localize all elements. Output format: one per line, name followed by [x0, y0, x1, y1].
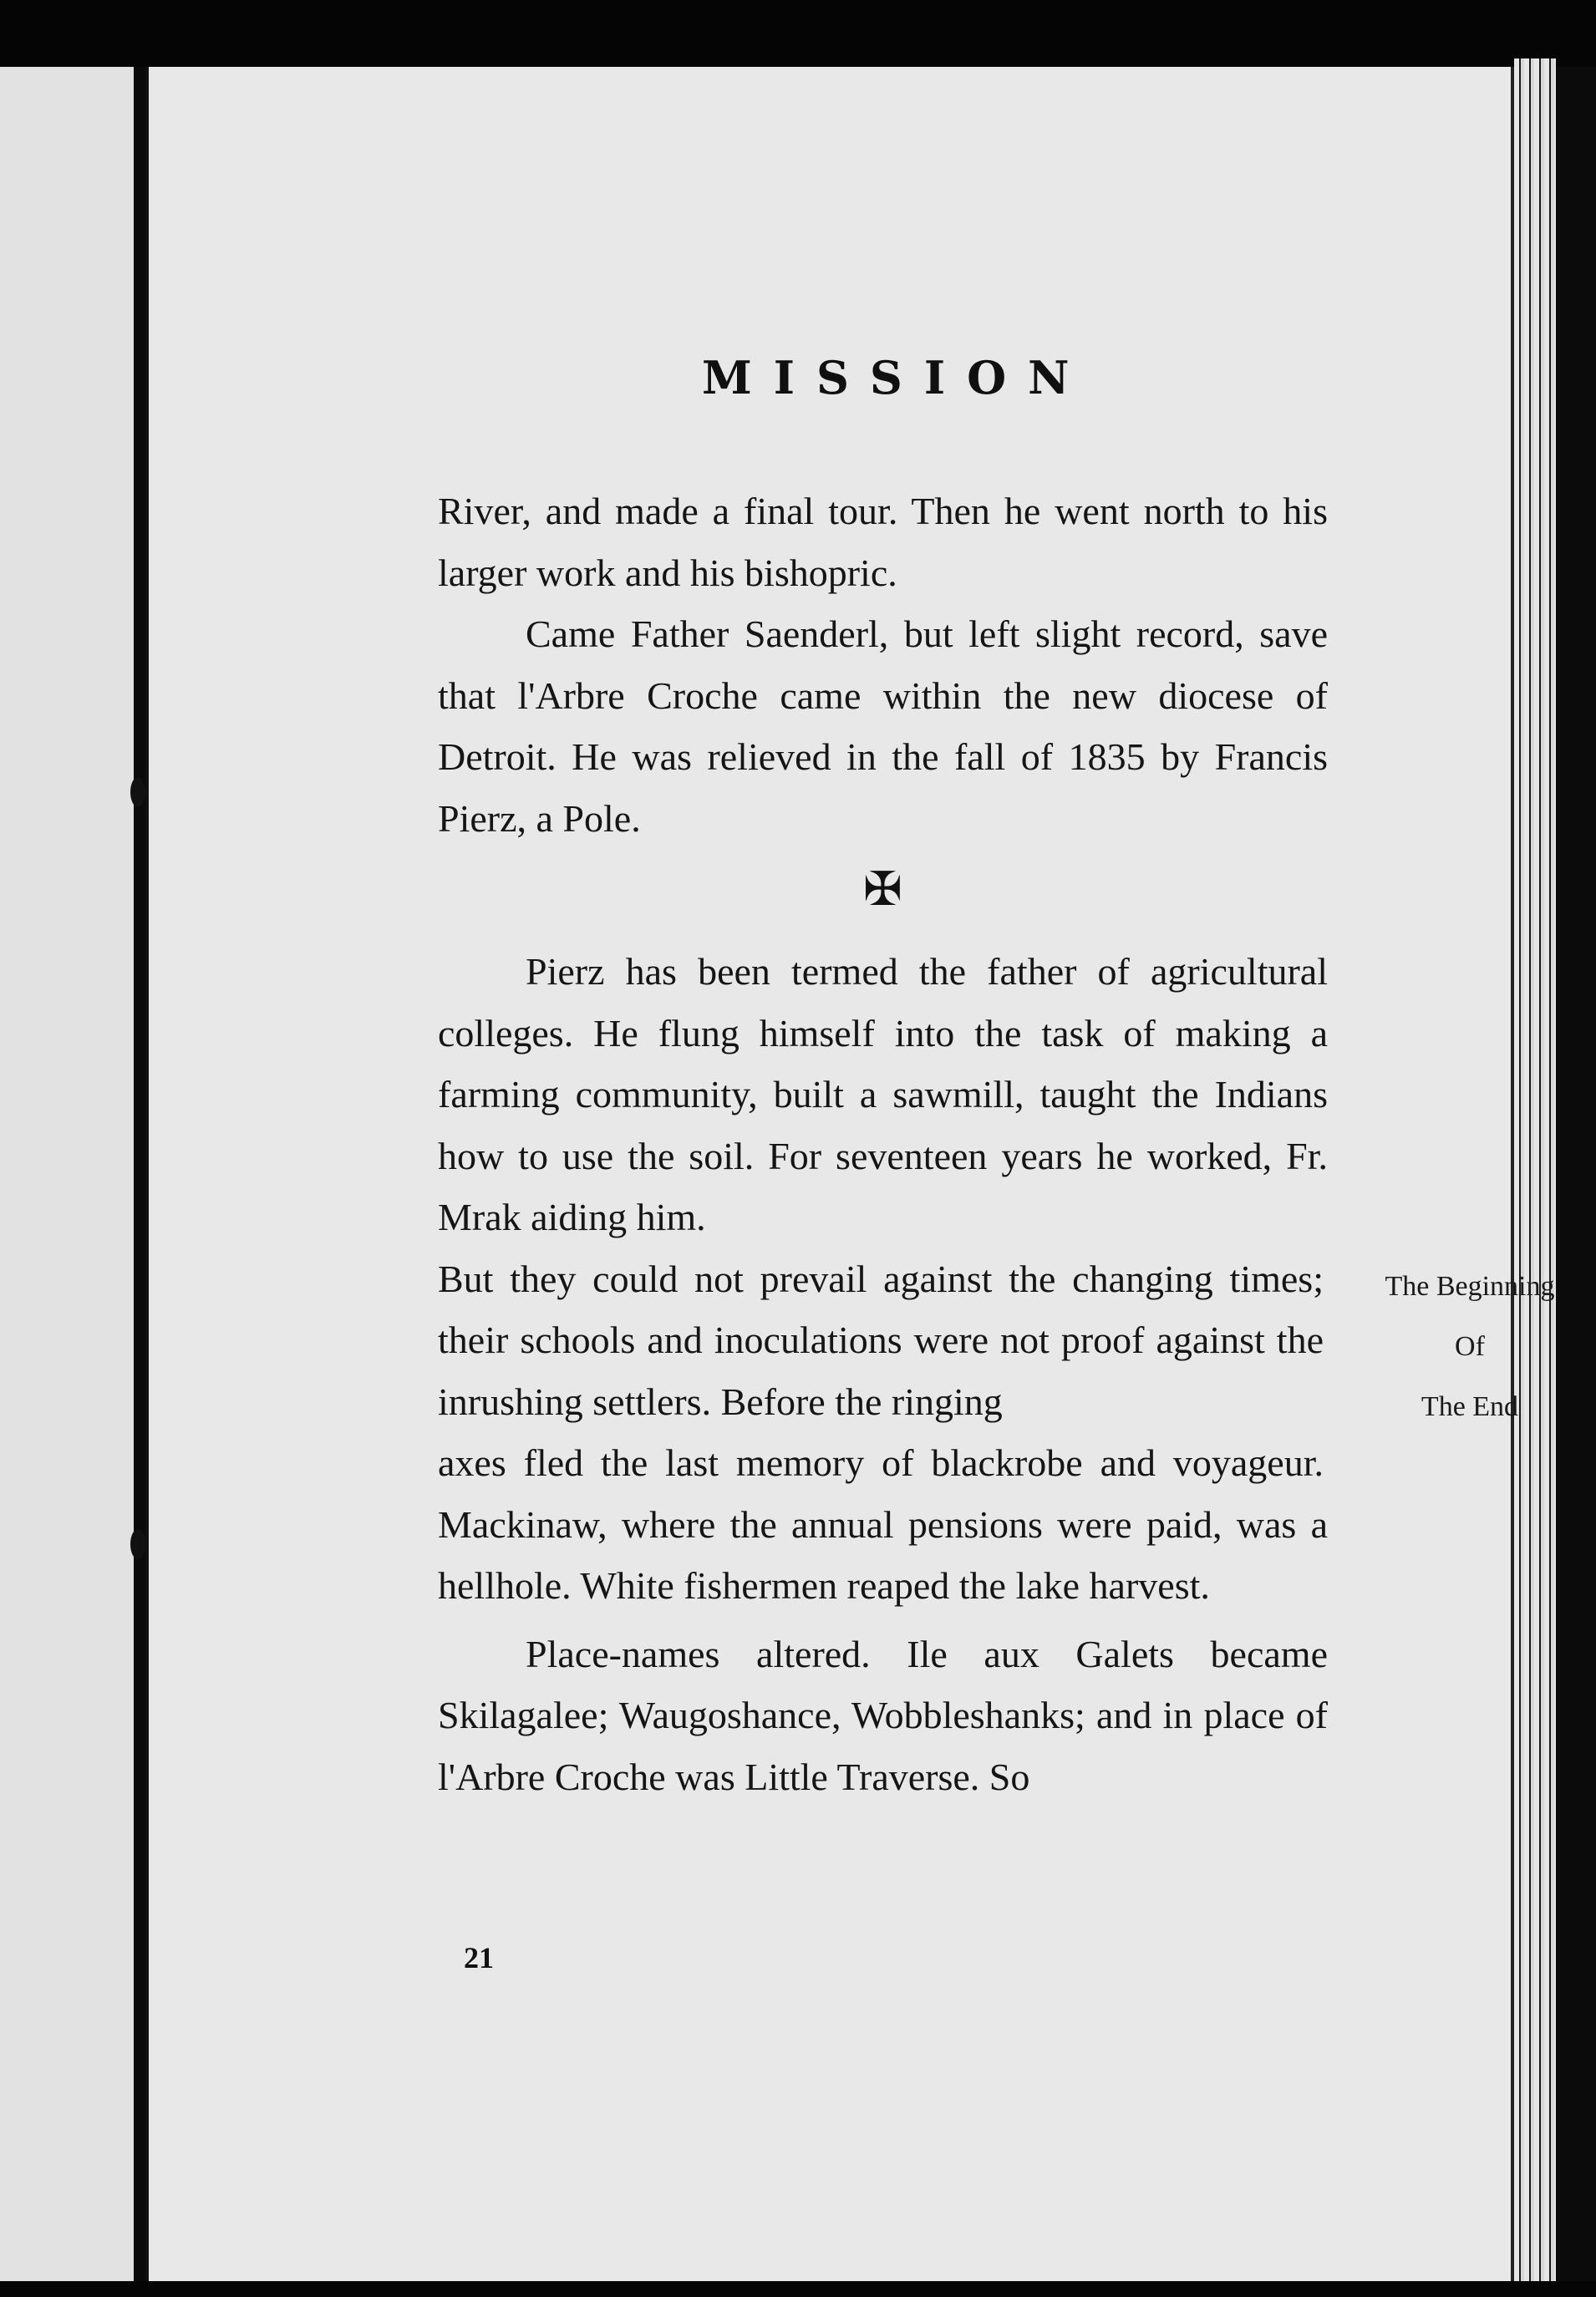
paragraph: Place-names altered. Ile aux Galets became Skilagalee; Waugoshance, Wobbleshanks; and in place of l'Arbre Croche was Little Traverse. So [438, 1632, 1328, 1798]
binding-mark [130, 777, 145, 807]
paragraph: Came Father Saenderl, but left slight record, save that l'Arbre Croche came within the new diocese of Detroit. He was relieved in the fall of 1835 by Francis Pierz, a Pole. [438, 612, 1328, 840]
margin-note [1332, 1257, 1596, 1437]
paragraph [438, 941, 1328, 1248]
cross-ornament: ✠ [863, 862, 902, 917]
page-stack-edges [1514, 58, 1556, 2289]
margin-note-line: Of [1455, 1330, 1485, 1362]
margin-note-line: The End [1421, 1390, 1519, 1422]
running-title: MISSION [702, 351, 1091, 404]
paragraph-text: Pierz has been termed the father of agricultural colleges. He flung himself into the task of making a farming community, built a sawmill, taught the Indians how to use the soil. For seventeen years he worked, Fr. Mrak aiding him. [438, 950, 1328, 1238]
paragraph: axes fled the last memory of blackrobe and voyageur. Mackinaw, where the annual pensions were paid, was a hellhole. White fishermen reaped the lake harvest. [438, 1441, 1328, 1607]
scan-border-top [0, 0, 1596, 67]
page-body [438, 480, 1555, 1807]
margin-note-line: The Beginning [1385, 1270, 1555, 1302]
facing-page-edge [0, 67, 146, 2281]
binding-mark [130, 1529, 145, 1559]
paragraph-wrapped: But they could not prevail against the changing times; their schools and inoculations were not proof against the inrushing settlers. Before the ringing [438, 1257, 1324, 1423]
book-spine [134, 67, 145, 2281]
paragraph: River, and made a final tour. Then he went north to his larger work and his bishopric. [438, 490, 1328, 594]
scan-border-bottom [0, 2281, 1596, 2297]
page-number: 21 [464, 1941, 494, 1974]
